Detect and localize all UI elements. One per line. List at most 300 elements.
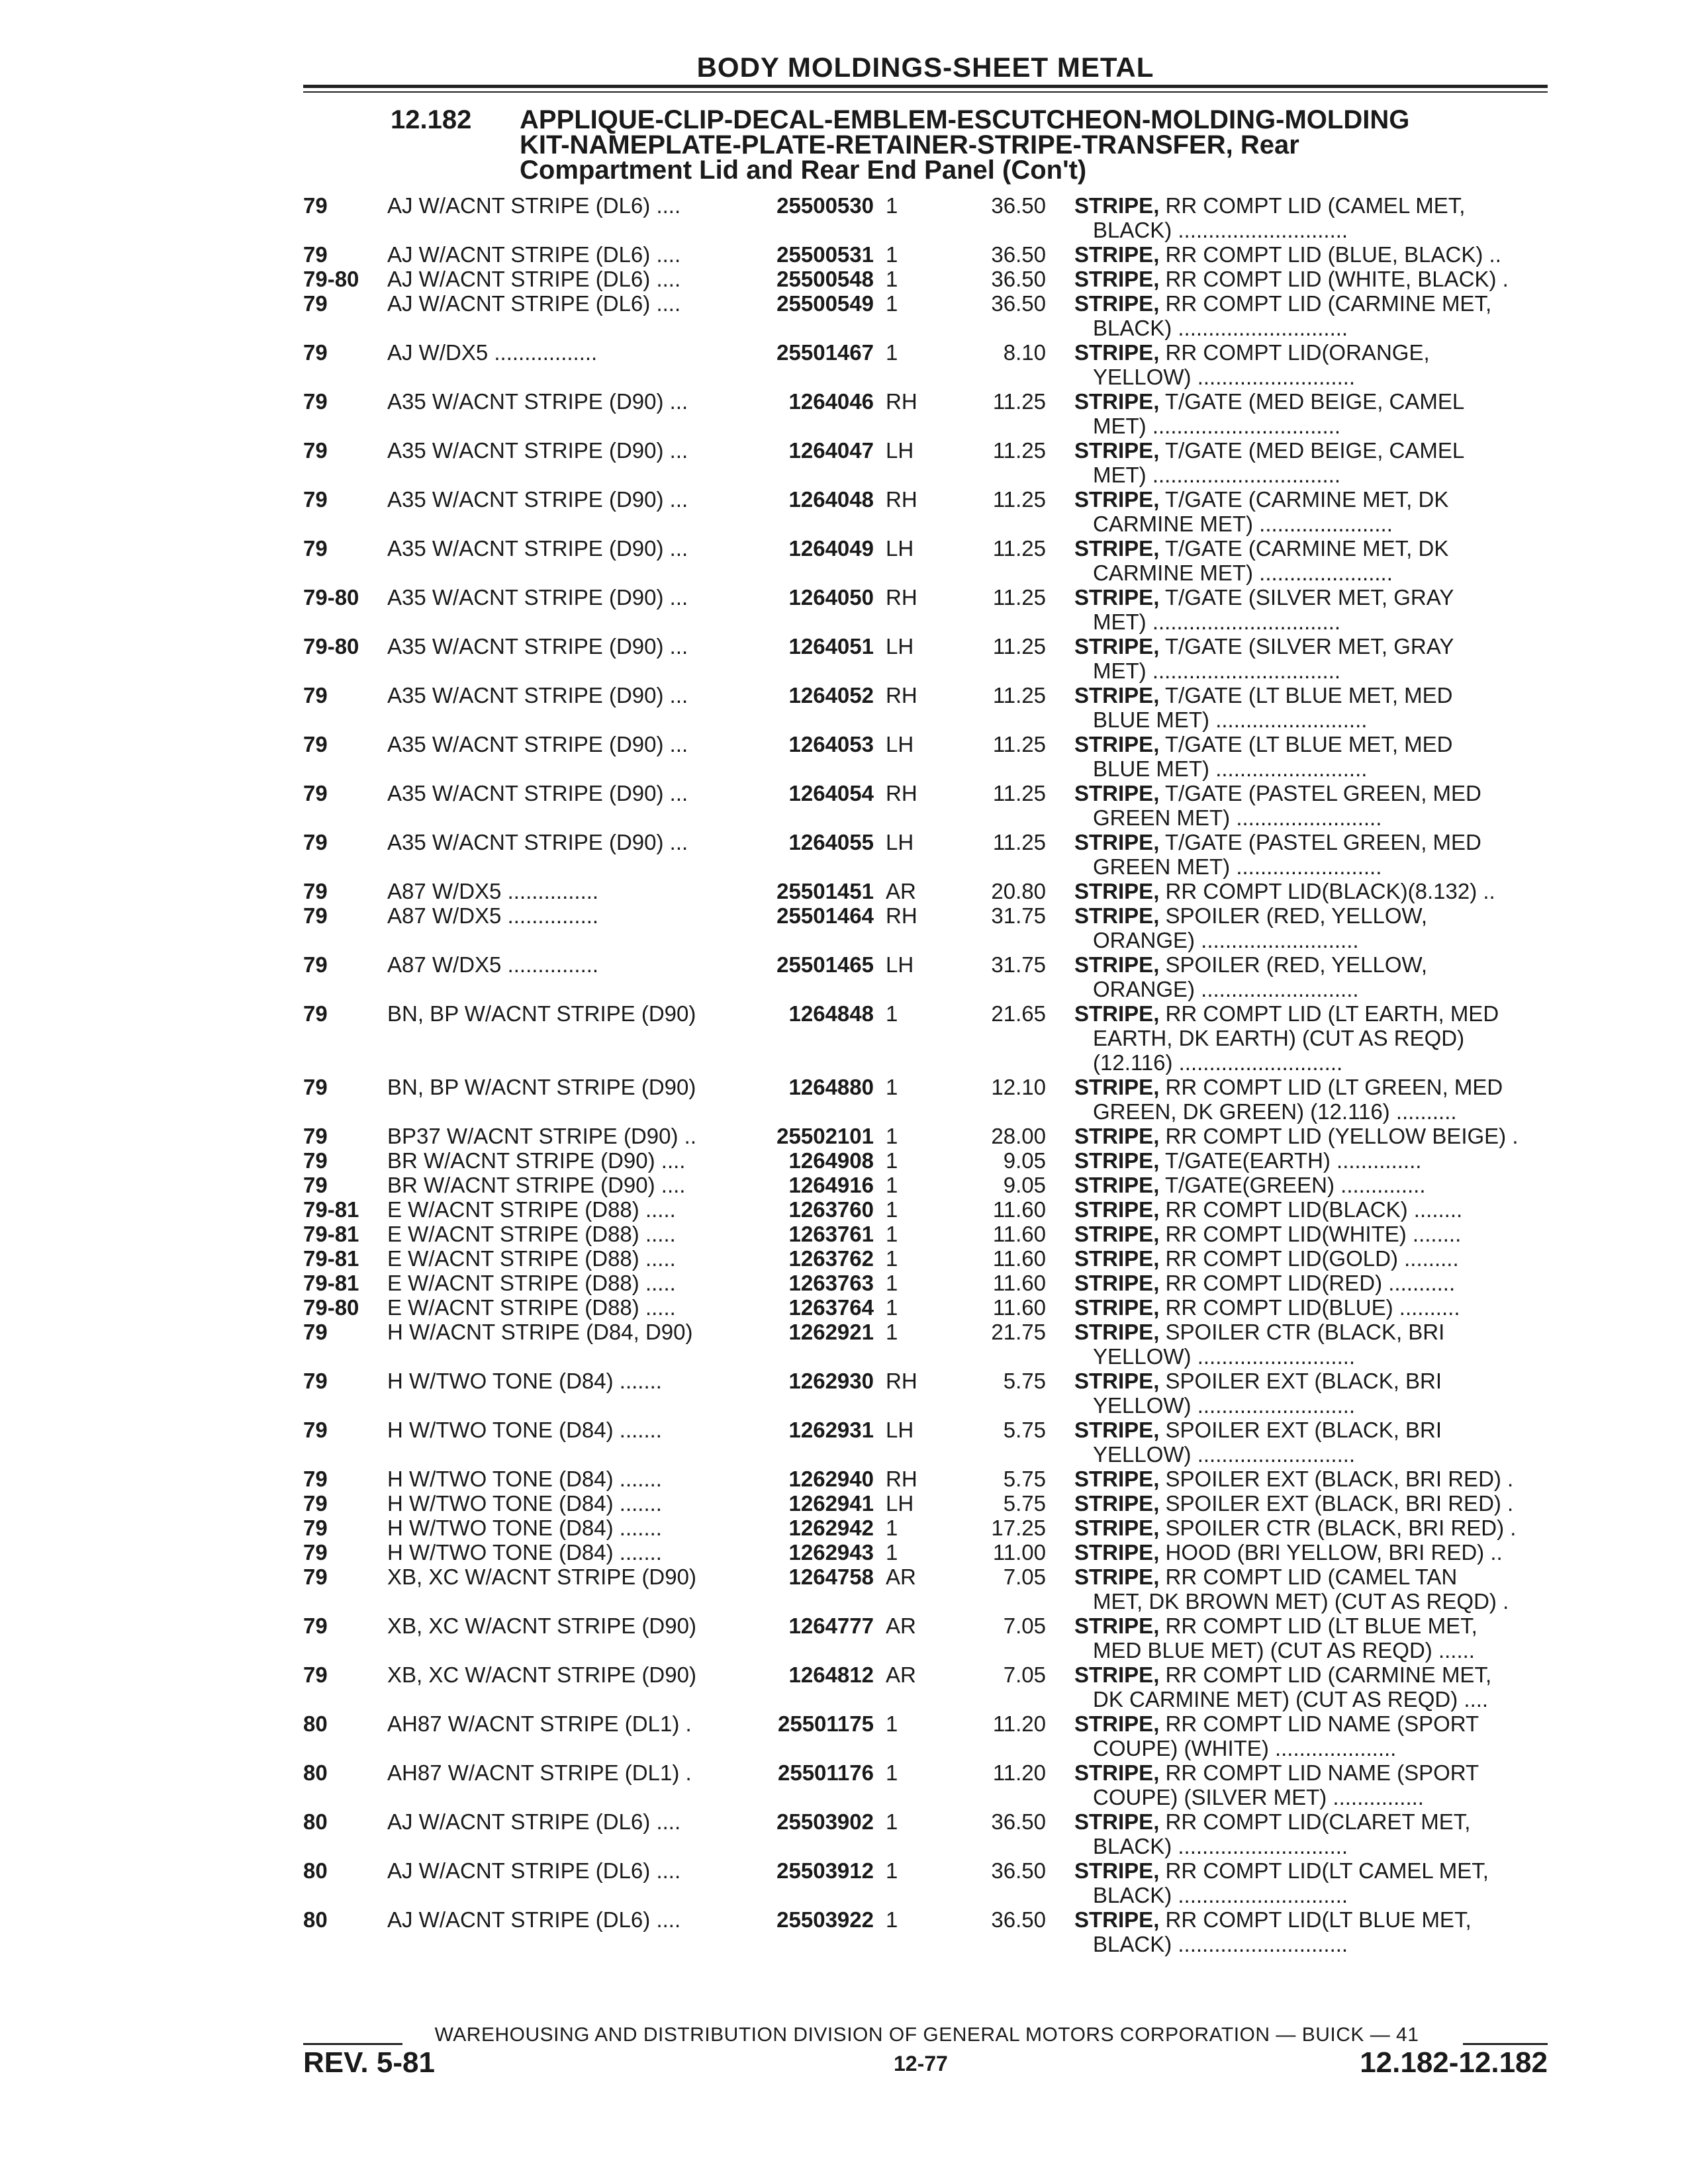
price-cell: 7.05 bbox=[1003, 1565, 1046, 1589]
description-line-1 bbox=[1074, 1369, 1442, 1393]
year-cell: 79 bbox=[303, 1565, 328, 1589]
description-cell bbox=[1074, 781, 1551, 830]
description-cell bbox=[1074, 585, 1551, 634]
price-cell: 5.75 bbox=[1003, 1418, 1046, 1442]
part-number-cell: 25500530 bbox=[776, 193, 874, 218]
description-keyword: STRIPE, bbox=[1074, 267, 1160, 291]
description-keyword: STRIPE, bbox=[1074, 438, 1160, 463]
year-cell: 79 bbox=[303, 1148, 328, 1173]
description-keyword: STRIPE, bbox=[1074, 1809, 1160, 1834]
description-cell bbox=[1074, 1295, 1551, 1320]
description-line-1 bbox=[1074, 683, 1453, 707]
price-cell: 8.10 bbox=[1003, 340, 1046, 365]
part-number-cell: 1264048 bbox=[788, 487, 874, 512]
description-text: RR COMPT LID(BLUE) .......... bbox=[1165, 1295, 1460, 1320]
description-text: RR COMPT LID(BLACK) ........ bbox=[1165, 1197, 1463, 1222]
header-rule bbox=[303, 85, 1548, 88]
description-continuation: COUPE) (WHITE) .................... bbox=[1093, 1736, 1397, 1760]
section-title-line-3: Compartment Lid and Rear End Panel (Con't) bbox=[520, 156, 1087, 185]
part-number-cell: 1262943 bbox=[788, 1540, 874, 1565]
year-cell: 79-81 bbox=[303, 1271, 359, 1295]
description-keyword: STRIPE, bbox=[1074, 1540, 1160, 1565]
price-cell: 11.25 bbox=[992, 781, 1046, 805]
description-continuation: MET) ............................... bbox=[1093, 414, 1341, 438]
year-cell: 79 bbox=[303, 732, 328, 756]
description-continuation: GREEN MET) ........................ bbox=[1093, 805, 1382, 830]
description-line-1 bbox=[1074, 1001, 1499, 1026]
description-cell bbox=[1074, 1001, 1551, 1075]
description-line-1 bbox=[1074, 1246, 1459, 1271]
description-text: T/GATE (PASTEL GREEN, MED bbox=[1164, 830, 1481, 854]
description-keyword: STRIPE, bbox=[1074, 1295, 1160, 1320]
part-number-cell: 1264054 bbox=[788, 781, 874, 805]
price-cell: 31.75 bbox=[991, 952, 1046, 977]
description-cell bbox=[1074, 952, 1551, 1001]
description-text: RR COMPT LID(LT CAMEL MET, bbox=[1165, 1858, 1489, 1883]
price-cell: 11.00 bbox=[992, 1540, 1046, 1565]
year-cell: 79 bbox=[303, 193, 328, 218]
price-cell: 36.50 bbox=[991, 1809, 1046, 1834]
part-number-cell: 1264880 bbox=[788, 1075, 874, 1099]
price-cell: 36.50 bbox=[991, 291, 1046, 316]
description-keyword: STRIPE, bbox=[1074, 1516, 1160, 1540]
description-cell bbox=[1074, 879, 1551, 903]
description-line-1 bbox=[1074, 1173, 1426, 1197]
description-text: RR COMPT LID NAME (SPORT bbox=[1165, 1760, 1479, 1785]
year-cell: 79 bbox=[303, 1124, 328, 1148]
description-text: RR COMPT LID (CAMEL MET, bbox=[1165, 193, 1466, 218]
part-number-cell: 25503912 bbox=[776, 1858, 874, 1883]
quantity-cell: 1 bbox=[886, 1295, 898, 1320]
quantity-cell: 1 bbox=[886, 242, 898, 267]
quantity-cell: 1 bbox=[886, 1001, 898, 1026]
description-continuation: BLACK) ............................ bbox=[1093, 316, 1348, 340]
year-cell: 79 bbox=[303, 536, 328, 561]
description-continuation: CARMINE MET) ...................... bbox=[1093, 561, 1393, 585]
quantity-cell: 1 bbox=[886, 1858, 898, 1883]
price-cell: 11.25 bbox=[992, 585, 1046, 610]
model-cell: XB, XC W/ACNT STRIPE (D90) bbox=[387, 1565, 696, 1589]
description-cell bbox=[1074, 1467, 1551, 1491]
page-header-title: BODY MOLDINGS-SHEET METAL bbox=[696, 52, 1154, 83]
description-text: SPOILER EXT (BLACK, BRI RED) . bbox=[1165, 1467, 1514, 1491]
price-cell: 31.75 bbox=[991, 903, 1046, 928]
year-cell: 79 bbox=[303, 830, 328, 854]
description-keyword: STRIPE, bbox=[1074, 1467, 1160, 1491]
description-cell bbox=[1074, 1369, 1551, 1418]
description-text: RR COMPT LID (WHITE, BLACK) . bbox=[1165, 267, 1509, 291]
quantity-cell: 1 bbox=[886, 1271, 898, 1295]
quantity-cell: LH bbox=[886, 634, 914, 659]
description-cell bbox=[1074, 1320, 1551, 1369]
description-text: T/GATE (CARMINE MET, DK bbox=[1164, 487, 1449, 512]
quantity-cell: 1 bbox=[886, 291, 898, 316]
part-number-cell: 1264052 bbox=[788, 683, 874, 707]
model-cell: E W/ACNT STRIPE (D88) ..... bbox=[387, 1295, 676, 1320]
description-keyword: STRIPE, bbox=[1074, 242, 1160, 267]
page-number: 12-77 bbox=[894, 2052, 948, 2075]
part-number-cell: 1263764 bbox=[788, 1295, 874, 1320]
description-continuation: BLACK) ............................ bbox=[1093, 218, 1348, 242]
part-number-cell: 1264777 bbox=[788, 1614, 874, 1638]
description-continuation: (12.116) ........................... bbox=[1093, 1050, 1343, 1075]
description-keyword: STRIPE, bbox=[1074, 536, 1160, 561]
price-cell: 36.50 bbox=[991, 267, 1046, 291]
section-title-line-2: KIT-NAMEPLATE-PLATE-RETAINER-STRIPE-TRANSFER, Rear bbox=[520, 130, 1299, 159]
model-cell: BN, BP W/ACNT STRIPE (D90) bbox=[387, 1075, 696, 1099]
description-line-1 bbox=[1074, 1809, 1470, 1834]
model-cell: A35 W/ACNT STRIPE (D90) ... bbox=[387, 781, 688, 805]
part-number-cell: 25501175 bbox=[777, 1711, 874, 1736]
description-line-1 bbox=[1074, 389, 1464, 414]
model-cell: XB, XC W/ACNT STRIPE (D90) bbox=[387, 1614, 696, 1638]
description-line-1 bbox=[1074, 585, 1454, 610]
description-text: SPOILER CTR (BLACK, BRI bbox=[1165, 1320, 1445, 1344]
year-cell: 80 bbox=[303, 1858, 328, 1883]
part-number-cell: 1263760 bbox=[788, 1197, 874, 1222]
description-line-1 bbox=[1074, 340, 1430, 365]
description-cell bbox=[1074, 389, 1551, 438]
description-text: RR COMPT LID(BLACK)(8.132) .. bbox=[1165, 879, 1495, 903]
description-continuation: MED BLUE MET) (CUT AS REQD) ...... bbox=[1093, 1638, 1475, 1662]
year-cell: 79 bbox=[303, 903, 328, 928]
price-cell: 11.25 bbox=[992, 830, 1046, 854]
part-number-cell: 1263763 bbox=[788, 1271, 874, 1295]
quantity-cell: LH bbox=[886, 1491, 914, 1516]
description-line-1 bbox=[1074, 1662, 1491, 1687]
description-text: SPOILER EXT (BLACK, BRI bbox=[1165, 1418, 1442, 1442]
part-number-cell: 1264046 bbox=[788, 389, 874, 414]
part-number-cell: 25500549 bbox=[776, 291, 874, 316]
description-keyword: STRIPE, bbox=[1074, 1197, 1160, 1222]
description-continuation: GREEN MET) ........................ bbox=[1093, 854, 1382, 879]
price-cell: 21.65 bbox=[991, 1001, 1046, 1026]
description-continuation: YELLOW) .......................... bbox=[1093, 1442, 1356, 1467]
description-line-1 bbox=[1074, 1148, 1421, 1173]
price-cell: 5.75 bbox=[1003, 1467, 1046, 1491]
description-continuation: MET) ............................... bbox=[1093, 659, 1341, 683]
year-cell: 79 bbox=[303, 1662, 328, 1687]
part-number-cell: 1264050 bbox=[788, 585, 874, 610]
description-cell bbox=[1074, 438, 1551, 487]
description-keyword: STRIPE, bbox=[1074, 903, 1160, 928]
year-cell: 79 bbox=[303, 683, 328, 707]
model-cell: BP37 W/ACNT STRIPE (D90) .. bbox=[387, 1124, 696, 1148]
description-text: T/GATE (LT BLUE MET, MED bbox=[1164, 683, 1453, 707]
model-cell: H W/TWO TONE (D84) ....... bbox=[387, 1467, 662, 1491]
quantity-cell: 1 bbox=[886, 1148, 898, 1173]
price-cell: 7.05 bbox=[1003, 1614, 1046, 1638]
part-number-cell: 25500548 bbox=[776, 267, 874, 291]
description-cell bbox=[1074, 193, 1551, 242]
price-cell: 11.20 bbox=[992, 1711, 1046, 1736]
quantity-cell: 1 bbox=[886, 193, 898, 218]
quantity-cell: 1 bbox=[886, 267, 898, 291]
price-cell: 11.25 bbox=[992, 683, 1046, 707]
model-cell: AJ W/ACNT STRIPE (DL6) .... bbox=[387, 1858, 681, 1883]
year-cell: 79-80 bbox=[303, 585, 359, 610]
description-keyword: STRIPE, bbox=[1074, 683, 1160, 707]
year-cell: 79 bbox=[303, 1320, 328, 1344]
model-cell: AJ W/ACNT STRIPE (DL6) .... bbox=[387, 193, 681, 218]
year-cell: 79 bbox=[303, 879, 328, 903]
description-line-1 bbox=[1074, 732, 1453, 756]
price-cell: 12.10 bbox=[991, 1075, 1046, 1099]
description-continuation: GREEN, DK GREEN) (12.116) .......... bbox=[1093, 1099, 1457, 1124]
description-cell bbox=[1074, 903, 1551, 952]
description-line-1 bbox=[1074, 267, 1509, 291]
year-cell: 80 bbox=[303, 1907, 328, 1932]
description-text: SPOILER EXT (BLACK, BRI RED) . bbox=[1165, 1491, 1514, 1516]
description-text: T/GATE (LT BLUE MET, MED bbox=[1164, 732, 1453, 756]
model-cell: A87 W/DX5 ............... bbox=[387, 952, 599, 977]
description-cell bbox=[1074, 732, 1551, 781]
price-cell: 11.60 bbox=[992, 1222, 1046, 1246]
description-keyword: STRIPE, bbox=[1074, 732, 1160, 756]
description-keyword: STRIPE, bbox=[1074, 1760, 1160, 1785]
description-cell bbox=[1074, 634, 1551, 683]
description-line-1 bbox=[1074, 1197, 1462, 1222]
part-number-cell: 25501451 bbox=[776, 879, 874, 903]
description-line-1 bbox=[1074, 1271, 1455, 1295]
price-cell: 11.25 bbox=[992, 389, 1046, 414]
price-cell: 28.00 bbox=[991, 1124, 1046, 1148]
description-line-1 bbox=[1074, 830, 1481, 854]
part-number-cell: 1264758 bbox=[788, 1565, 874, 1589]
model-cell: A35 W/ACNT STRIPE (D90) ... bbox=[387, 732, 688, 756]
footer-text: WAREHOUSING AND DISTRIBUTION DIVISION OF GENERAL MOTORS CORPORATION — BUICK — 41 bbox=[434, 2024, 1419, 2046]
year-cell: 79 bbox=[303, 1418, 328, 1442]
description-line-1 bbox=[1074, 1760, 1479, 1785]
part-number-cell: 1263762 bbox=[788, 1246, 874, 1271]
description-cell bbox=[1074, 1760, 1551, 1809]
description-text: T/GATE (SILVER MET, GRAY bbox=[1164, 585, 1454, 610]
model-cell: AJ W/ACNT STRIPE (DL6) .... bbox=[387, 267, 681, 291]
part-number-cell: 25500531 bbox=[776, 242, 874, 267]
description-line-1 bbox=[1074, 1711, 1479, 1736]
model-cell: A35 W/ACNT STRIPE (D90) ... bbox=[387, 683, 688, 707]
model-cell: H W/TWO TONE (D84) ....... bbox=[387, 1369, 662, 1393]
price-cell: 36.50 bbox=[991, 242, 1046, 267]
description-keyword: STRIPE, bbox=[1074, 1418, 1160, 1442]
description-keyword: STRIPE, bbox=[1074, 1246, 1160, 1271]
price-cell: 11.60 bbox=[992, 1271, 1046, 1295]
quantity-cell: AR bbox=[886, 1662, 916, 1687]
description-line-1 bbox=[1074, 781, 1481, 805]
model-cell: A35 W/ACNT STRIPE (D90) ... bbox=[387, 830, 688, 854]
description-line-1 bbox=[1074, 634, 1454, 659]
model-cell: AJ W/ACNT STRIPE (DL6) .... bbox=[387, 242, 681, 267]
quantity-cell: RH bbox=[886, 781, 917, 805]
quantity-cell: AR bbox=[886, 1614, 916, 1638]
revision-label: REV. 5-81 bbox=[303, 2046, 435, 2079]
quantity-cell: 1 bbox=[886, 1124, 898, 1148]
part-number-cell: 1262930 bbox=[788, 1369, 874, 1393]
description-keyword: STRIPE, bbox=[1074, 1124, 1160, 1148]
year-cell: 79 bbox=[303, 1369, 328, 1393]
price-cell: 9.05 bbox=[1003, 1173, 1046, 1197]
description-keyword: STRIPE, bbox=[1074, 193, 1160, 218]
quantity-cell: 1 bbox=[886, 1222, 898, 1246]
price-cell: 20.80 bbox=[991, 879, 1046, 903]
description-cell bbox=[1074, 242, 1551, 267]
quantity-cell: 1 bbox=[886, 1246, 898, 1271]
description-text: T/GATE (PASTEL GREEN, MED bbox=[1164, 781, 1481, 805]
model-cell: E W/ACNT STRIPE (D88) ..... bbox=[387, 1271, 676, 1295]
quantity-cell: 1 bbox=[886, 1540, 898, 1565]
quantity-cell: RH bbox=[886, 585, 917, 610]
description-text: T/GATE (CARMINE MET, DK bbox=[1164, 536, 1449, 561]
price-cell: 11.25 bbox=[992, 487, 1046, 512]
quantity-cell: 1 bbox=[886, 1907, 898, 1932]
part-number-cell: 25501176 bbox=[777, 1760, 874, 1785]
price-cell: 21.75 bbox=[991, 1320, 1046, 1344]
description-cell bbox=[1074, 1246, 1551, 1271]
quantity-cell: LH bbox=[886, 536, 914, 561]
year-cell: 79 bbox=[303, 1516, 328, 1540]
description-cell bbox=[1074, 1271, 1551, 1295]
description-cell bbox=[1074, 1711, 1551, 1760]
description-text: RR COMPT LID(GOLD) ......... bbox=[1165, 1246, 1459, 1271]
description-cell bbox=[1074, 683, 1551, 732]
price-cell: 36.50 bbox=[991, 1858, 1046, 1883]
description-cell bbox=[1074, 1197, 1551, 1222]
quantity-cell: RH bbox=[886, 1467, 917, 1491]
description-text: T/GATE (MED BEIGE, CAMEL bbox=[1164, 389, 1465, 414]
description-continuation: YELLOW) .......................... bbox=[1093, 365, 1356, 389]
quantity-cell: 1 bbox=[886, 1516, 898, 1540]
quantity-cell: 1 bbox=[886, 1173, 898, 1197]
year-cell: 79-81 bbox=[303, 1246, 359, 1271]
description-line-1 bbox=[1074, 242, 1501, 267]
year-cell: 79 bbox=[303, 1491, 328, 1516]
description-line-1 bbox=[1074, 903, 1427, 928]
description-cell bbox=[1074, 1418, 1551, 1467]
model-cell: AH87 W/ACNT STRIPE (DL1) . bbox=[387, 1760, 692, 1785]
quantity-cell: RH bbox=[886, 1369, 917, 1393]
part-number-cell: 1262940 bbox=[788, 1467, 874, 1491]
description-line-1 bbox=[1074, 193, 1465, 218]
quantity-cell: LH bbox=[886, 732, 914, 756]
part-number-cell: 1264047 bbox=[788, 438, 874, 463]
part-number-cell: 1263761 bbox=[788, 1222, 874, 1246]
quantity-cell: LH bbox=[886, 952, 914, 977]
description-keyword: STRIPE, bbox=[1074, 1320, 1160, 1344]
year-cell: 79-80 bbox=[303, 267, 359, 291]
description-text: RR COMPT LID (LT BLUE MET, bbox=[1165, 1614, 1477, 1638]
description-cell bbox=[1074, 1858, 1551, 1907]
part-number-cell: 1264053 bbox=[788, 732, 874, 756]
description-line-1 bbox=[1074, 1565, 1457, 1589]
description-continuation: ORANGE) .......................... bbox=[1093, 977, 1359, 1001]
description-keyword: STRIPE, bbox=[1074, 487, 1160, 512]
model-cell: AJ W/ACNT STRIPE (DL6) .... bbox=[387, 291, 681, 316]
description-text: T/GATE (MED BEIGE, CAMEL bbox=[1164, 438, 1465, 463]
description-text: RR COMPT LID(LT BLUE MET, bbox=[1165, 1907, 1472, 1932]
description-text: RR COMPT LID (LT GREEN, MED bbox=[1165, 1075, 1503, 1099]
description-keyword: STRIPE, bbox=[1074, 389, 1160, 414]
year-cell: 79 bbox=[303, 781, 328, 805]
price-cell: 11.25 bbox=[992, 438, 1046, 463]
description-keyword: STRIPE, bbox=[1074, 1271, 1160, 1295]
year-cell: 79 bbox=[303, 952, 328, 977]
part-number-cell: 25503922 bbox=[776, 1907, 874, 1932]
description-line-1 bbox=[1074, 1222, 1461, 1246]
description-keyword: STRIPE, bbox=[1074, 1491, 1160, 1516]
description-cell bbox=[1074, 1148, 1551, 1173]
model-cell: E W/ACNT STRIPE (D88) ..... bbox=[387, 1197, 676, 1222]
description-continuation: BLACK) ............................ bbox=[1093, 1834, 1348, 1858]
part-number-cell: 25503902 bbox=[776, 1809, 874, 1834]
description-continuation: BLACK) ............................ bbox=[1093, 1932, 1348, 1956]
description-keyword: STRIPE, bbox=[1074, 291, 1160, 316]
part-number-cell: 1264049 bbox=[788, 536, 874, 561]
year-cell: 79 bbox=[303, 1075, 328, 1099]
quantity-cell: 1 bbox=[886, 1075, 898, 1099]
description-text: RR COMPT LID(ORANGE, bbox=[1165, 340, 1430, 365]
description-cell bbox=[1074, 1491, 1551, 1516]
description-cell bbox=[1074, 1565, 1551, 1614]
description-keyword: STRIPE, bbox=[1074, 340, 1160, 365]
description-continuation: EARTH, DK EARTH) (CUT AS REQD) bbox=[1093, 1026, 1465, 1050]
description-cell bbox=[1074, 1662, 1551, 1711]
description-line-1 bbox=[1074, 1124, 1519, 1148]
section-title-line-1: APPLIQUE-CLIP-DECAL-EMBLEM-ESCUTCHEON-MOLDING-MOLDING bbox=[520, 105, 1410, 134]
model-cell: AJ W/DX5 ................. bbox=[387, 340, 598, 365]
price-cell: 11.20 bbox=[992, 1760, 1046, 1785]
description-line-1 bbox=[1074, 1075, 1503, 1099]
description-line-1 bbox=[1074, 1295, 1460, 1320]
model-cell: AH87 W/ACNT STRIPE (DL1) . bbox=[387, 1711, 692, 1736]
description-line-1 bbox=[1074, 1320, 1444, 1344]
part-number-cell: 1264848 bbox=[788, 1001, 874, 1026]
price-cell: 11.60 bbox=[992, 1197, 1046, 1222]
model-cell: H W/ACNT STRIPE (D84, D90) bbox=[387, 1320, 693, 1344]
description-continuation: MET, DK BROWN MET) (CUT AS REQD) . bbox=[1093, 1589, 1509, 1614]
model-cell: XB, XC W/ACNT STRIPE (D90) bbox=[387, 1662, 696, 1687]
description-cell bbox=[1074, 830, 1551, 879]
description-text: SPOILER (RED, YELLOW, bbox=[1165, 952, 1428, 977]
description-text: RR COMPT LID (YELLOW BEIGE) . bbox=[1165, 1124, 1519, 1148]
part-number-cell: 25501464 bbox=[776, 903, 874, 928]
year-cell: 79 bbox=[303, 487, 328, 512]
description-cell bbox=[1074, 1222, 1551, 1246]
description-continuation: YELLOW) .......................... bbox=[1093, 1344, 1356, 1369]
year-cell: 79 bbox=[303, 340, 328, 365]
quantity-cell: AR bbox=[886, 879, 916, 903]
price-cell: 9.05 bbox=[1003, 1148, 1046, 1173]
part-number-cell: 1264812 bbox=[788, 1662, 874, 1687]
quantity-cell: 1 bbox=[886, 1711, 898, 1736]
description-cell bbox=[1074, 1907, 1551, 1956]
quantity-cell: 1 bbox=[886, 1320, 898, 1344]
quantity-cell: 1 bbox=[886, 1809, 898, 1834]
model-cell: A35 W/ACNT STRIPE (D90) ... bbox=[387, 536, 688, 561]
model-cell: A87 W/DX5 ............... bbox=[387, 903, 599, 928]
price-cell: 11.60 bbox=[992, 1246, 1046, 1271]
description-keyword: STRIPE, bbox=[1074, 952, 1160, 977]
description-text: SPOILER EXT (BLACK, BRI bbox=[1165, 1369, 1442, 1393]
description-cell bbox=[1074, 1540, 1551, 1565]
description-line-1 bbox=[1074, 1907, 1472, 1932]
header-rule-thin bbox=[303, 91, 1548, 93]
model-cell: A35 W/ACNT STRIPE (D90) ... bbox=[387, 634, 688, 659]
description-text: RR COMPT LID (CAMEL TAN bbox=[1165, 1565, 1458, 1589]
model-cell: AJ W/ACNT STRIPE (DL6) .... bbox=[387, 1809, 681, 1834]
model-cell: H W/TWO TONE (D84) ....... bbox=[387, 1540, 662, 1565]
part-number-cell: 1264908 bbox=[788, 1148, 874, 1173]
description-text: SPOILER CTR (BLACK, BRI RED) . bbox=[1165, 1516, 1517, 1540]
